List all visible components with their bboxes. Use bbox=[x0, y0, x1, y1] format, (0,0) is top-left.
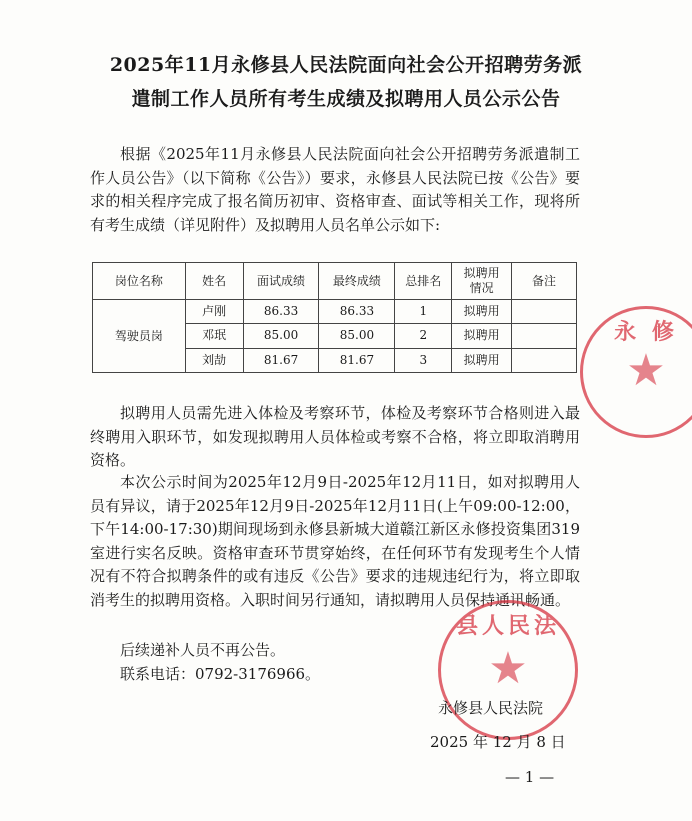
page-title bbox=[60, 48, 632, 116]
cell-status: 拟聘用 bbox=[452, 300, 512, 324]
court-seal-bottom bbox=[438, 600, 578, 740]
header-rank: 总排名 bbox=[395, 263, 452, 300]
cell-rank: 2 bbox=[395, 324, 452, 348]
signature-org: 永修县人民法院 bbox=[438, 699, 544, 717]
cell-name: 邓珉 bbox=[185, 324, 243, 348]
title-line-2: 遣制工作人员所有考生成绩及拟聘用人员公示公告 bbox=[131, 88, 561, 110]
title-line-1: 2025年11月永修县人民法院面向社会公开招聘劳务派 bbox=[109, 54, 583, 76]
cell-note bbox=[512, 348, 577, 372]
seal-star-icon: ★ bbox=[488, 643, 528, 694]
cell-interview: 86.33 bbox=[243, 300, 319, 324]
cell-final: 85.00 bbox=[319, 324, 395, 348]
cell-note bbox=[512, 300, 577, 324]
cell-final: 81.67 bbox=[319, 348, 395, 372]
cell-status: 拟聘用 bbox=[452, 324, 512, 348]
contact-paragraph: 联系电话：0792-3176966。 bbox=[120, 665, 321, 683]
header-position: 岗位名称 bbox=[93, 263, 186, 300]
header-interview: 面试成绩 bbox=[243, 263, 319, 300]
intro-paragraph: 根据《2025年11月永修县人民法院面向社会公开招聘劳务派遣制工作人员公告》（以下简称《公告》）要求，永修县人民法院已按《公告》要求的相关程序完成了报名简历初审、资格审查、面试等相关工作，现将所有考生成绩（详见附件）及拟聘用人员名单公示如下: bbox=[90, 145, 580, 234]
seal-text: 永 修 bbox=[614, 319, 678, 345]
header-note: 备注 bbox=[512, 263, 577, 300]
no-more-paragraph: 后续递补人员不再公告。 bbox=[120, 641, 286, 659]
cell-note bbox=[512, 324, 577, 348]
cell-final: 86.33 bbox=[319, 300, 395, 324]
results-table bbox=[92, 262, 577, 373]
header-name: 姓名 bbox=[185, 263, 243, 300]
court-seal-right bbox=[580, 306, 692, 438]
cell-name: 刘劼 bbox=[185, 348, 243, 372]
cell-name: 卢刚 bbox=[185, 300, 243, 324]
notice-paragraph: 本次公示时间为2025年12月9日-2025年12月11日，如对拟聘用人员有异议，请于2025年12月9日-2025年12月11日(上午09:00-12:00，下午14:00-17:30)期间现场到永修县新城大道赣江新区永修投资集团319室进行实名反映。资格审查环节贯穿始终，在任何环节有发现考生个人情况有不符合拟聘条件的或有违反《公告》要求的违规违纪行为，将立即取消考生的拟聘用资格。入职时间另行通知，请拟聘用人员保持通讯畅通。 bbox=[90, 473, 580, 609]
header-final: 最终成绩 bbox=[319, 263, 395, 300]
cell-rank: 1 bbox=[395, 300, 452, 324]
header-status: 拟聘用情况 bbox=[452, 263, 512, 300]
table-header-row bbox=[93, 263, 577, 300]
seal-text: 县人民法 bbox=[455, 613, 560, 639]
signature-date: 2025 年 12 月 8 日 bbox=[430, 733, 566, 751]
table-row bbox=[93, 300, 577, 324]
cell-rank: 3 bbox=[395, 348, 452, 372]
exam-paragraph: 拟聘用人员需先进入体检及考察环节，体检及考察环节合格则进入最终聘用入职环节，如发现拟聘用人员体检或考察不合格，将立即取消聘用资格。 bbox=[90, 404, 580, 469]
cell-status: 拟聘用 bbox=[452, 348, 512, 372]
seal-star-icon: ★ bbox=[626, 345, 666, 396]
cell-position: 驾驶员岗 bbox=[93, 300, 186, 373]
cell-interview: 85.00 bbox=[243, 324, 319, 348]
page-number: — 1 — bbox=[505, 768, 555, 786]
cell-interview: 81.67 bbox=[243, 348, 319, 372]
